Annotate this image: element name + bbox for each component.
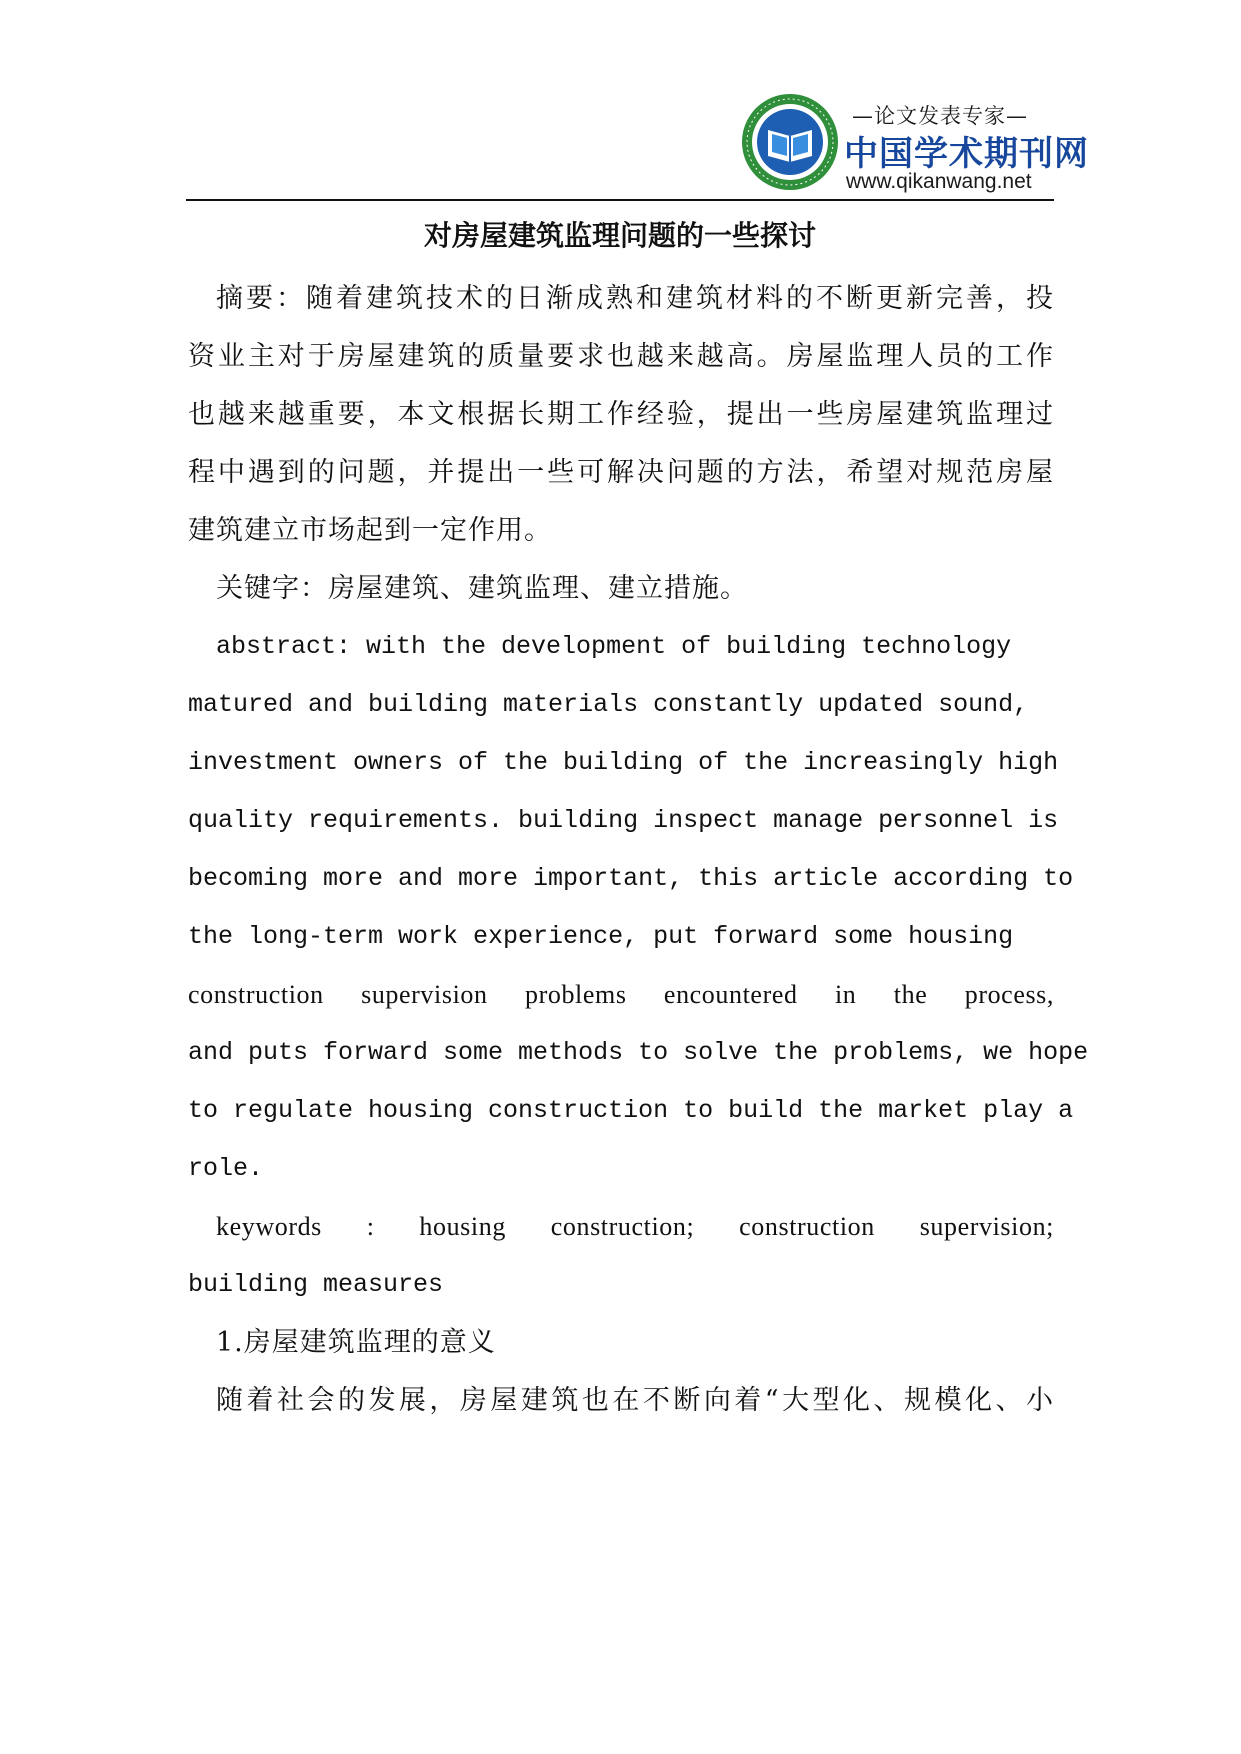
logo-tagline: —论文发表专家—	[852, 104, 1028, 128]
abstract-en-line: investment owners of the building of the increasingly high	[188, 748, 1059, 777]
header-divider	[186, 199, 1054, 201]
abstract-en-line: matured and building materials constantly updated sound,	[188, 690, 1029, 719]
abstract-cn-line: 资业主对于房屋建筑的质量要求也越来越高。房屋监理人员的工作	[188, 341, 1054, 372]
abstract-en-line: abstract: with the development of building technology	[216, 632, 1012, 661]
abstract-cn-line: 摘要：随着建筑技术的日渐成熟和建筑材料的不断更新完善，投	[216, 283, 1054, 314]
section-heading: 1.房屋建筑监理的意义	[216, 1327, 496, 1358]
abstract-cn-line: 建筑建立市场起到一定作用。	[188, 515, 552, 546]
keywords-en-line: building measures	[188, 1270, 444, 1299]
abstract-cn-line: 程中遇到的问题，并提出一些可解决问题的方法，希望对规范房屋	[188, 457, 1054, 488]
section-paragraph-line: 随着社会的发展，房屋建筑也在不断向着“大型化、规模化、小	[216, 1385, 1054, 1416]
abstract-en-line: construction supervision problems encountered in the process,	[188, 980, 1054, 1009]
abstract-en-line: quality requirements. building inspect manage personnel is	[188, 806, 1059, 835]
abstract-cn-line: 也越来越重要，本文根据长期工作经验，提出一些房屋建筑监理过	[188, 399, 1054, 430]
logo-url: www.qikanwang.net	[846, 170, 1032, 193]
abstract-en-line: role.	[188, 1154, 264, 1183]
keywords-cn: 关键字：房屋建筑、建筑监理、建立措施。	[216, 573, 748, 604]
abstract-en-line: becoming more and more important, this article according to	[188, 864, 1074, 893]
seal-logo-icon	[740, 92, 840, 192]
document-title: 对房屋建筑监理问题的一些探讨	[423, 219, 816, 252]
keywords-en-line: keywords : housing construction; construction supervision;	[216, 1212, 1054, 1241]
abstract-en-line: to regulate housing construction to build the market play a	[188, 1096, 1074, 1125]
abstract-en-line: the long-term work experience, put forward some housing	[188, 922, 1014, 951]
logo-brand-name: 中国学术期刊网	[844, 134, 1089, 174]
abstract-en-line: and puts forward some methods to solve the problems, we hope	[188, 1038, 1089, 1067]
site-logo	[740, 86, 1089, 198]
